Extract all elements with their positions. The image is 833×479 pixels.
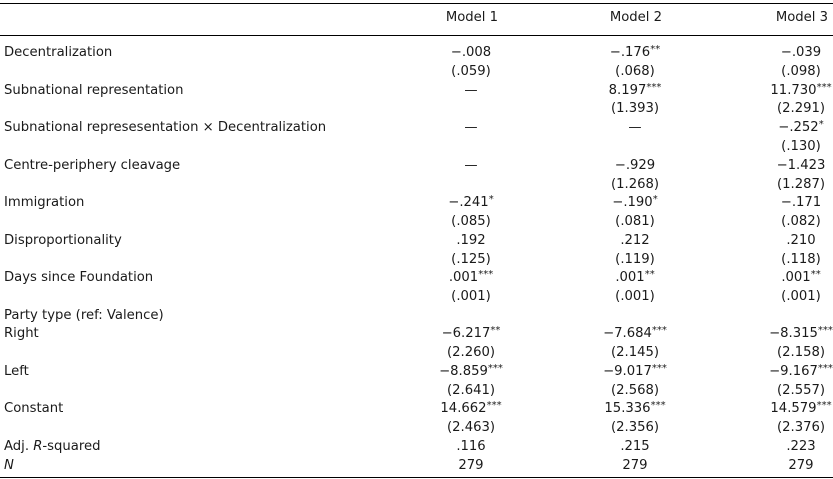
stat-m3: 279 bbox=[788, 458, 814, 473]
row-n bbox=[0, 457, 833, 476]
row-immigration bbox=[0, 194, 833, 213]
row-label: Decentralization bbox=[4, 45, 113, 60]
coef-m3: −.039 bbox=[780, 45, 822, 60]
coef-m1: −8.859*** bbox=[439, 363, 503, 379]
row-label: Subnational represesentation × Decentralization bbox=[4, 120, 327, 135]
coef-m2: −.190* bbox=[612, 194, 658, 210]
se-m2: (.081) bbox=[615, 214, 655, 229]
coef-m3: −8.315*** bbox=[769, 325, 833, 341]
header-model-1: Model 1 bbox=[445, 10, 498, 25]
row-interaction-se bbox=[0, 138, 833, 157]
row-immigration-se bbox=[0, 213, 833, 232]
row-label: Constant bbox=[4, 401, 64, 416]
row-label: Centre-periphery cleavage bbox=[4, 158, 181, 173]
se-m3: (.098) bbox=[781, 64, 821, 79]
stat-m3: .223 bbox=[786, 439, 816, 454]
coef-m2: — bbox=[628, 120, 642, 135]
row-label: Adj. R-squared bbox=[4, 439, 101, 454]
se-m1: (.001) bbox=[451, 289, 491, 304]
row-left bbox=[0, 363, 833, 382]
se-m2: (1.268) bbox=[610, 177, 660, 192]
se-m2: (2.568) bbox=[610, 383, 660, 398]
coef-m2: .212 bbox=[620, 233, 650, 248]
row-decentralization bbox=[0, 44, 833, 63]
se-m2: (1.393) bbox=[610, 101, 660, 116]
row-label: Left bbox=[4, 364, 29, 379]
coef-m1: — bbox=[464, 120, 478, 135]
coef-m3: .001** bbox=[781, 269, 821, 285]
coef-m1: 14.662*** bbox=[440, 400, 502, 416]
coef-m1: — bbox=[464, 83, 478, 98]
coef-m2: −.929 bbox=[614, 158, 656, 173]
coef-m2: −9.017*** bbox=[603, 363, 667, 379]
se-m3: (2.158) bbox=[776, 345, 826, 360]
row-centre-periphery bbox=[0, 157, 833, 176]
se-m3: (1.287) bbox=[776, 177, 826, 192]
header-rule bbox=[0, 35, 833, 36]
coef-m2: 15.336*** bbox=[604, 400, 666, 416]
se-m1: (2.463) bbox=[446, 420, 496, 435]
coef-m3: 14.579*** bbox=[770, 400, 832, 416]
se-m1: (.059) bbox=[451, 64, 491, 79]
row-right-se bbox=[0, 344, 833, 363]
se-m3: (2.376) bbox=[776, 420, 826, 435]
header-model-2: Model 2 bbox=[609, 10, 662, 25]
se-m2: (2.145) bbox=[610, 345, 660, 360]
se-m1: (2.260) bbox=[446, 345, 496, 360]
row-label: Party type (ref: Valence) bbox=[4, 308, 164, 323]
stat-m2: .215 bbox=[620, 439, 650, 454]
se-m2: (2.356) bbox=[610, 420, 660, 435]
coef-m1: −.008 bbox=[450, 45, 492, 60]
coef-m3: −9.167*** bbox=[769, 363, 833, 379]
row-label: Subnational representation bbox=[4, 83, 184, 98]
se-m3: (.130) bbox=[781, 139, 821, 154]
se-m1: (.125) bbox=[451, 252, 491, 267]
row-centre-periphery-se bbox=[0, 176, 833, 195]
coef-m3: −.171 bbox=[780, 195, 822, 210]
header-row bbox=[0, 9, 833, 28]
row-label: Right bbox=[4, 326, 39, 341]
coef-m2: 8.197*** bbox=[608, 82, 662, 98]
coef-m3: .210 bbox=[786, 233, 816, 248]
row-label: Immigration bbox=[4, 195, 85, 210]
se-m2: (.119) bbox=[615, 252, 655, 267]
coef-m1: −6.217** bbox=[441, 325, 501, 341]
se-m2: (.068) bbox=[615, 64, 655, 79]
row-days-since-foundation-se bbox=[0, 288, 833, 307]
header-model-3: Model 3 bbox=[775, 10, 828, 25]
coef-m2: .001** bbox=[615, 269, 655, 285]
row-decentralization-se bbox=[0, 63, 833, 82]
row-days-since-foundation bbox=[0, 269, 833, 288]
row-party-type-heading bbox=[0, 307, 833, 326]
row-disproportionality bbox=[0, 232, 833, 251]
coef-m1: .192 bbox=[456, 233, 486, 248]
row-right bbox=[0, 325, 833, 344]
se-m1: (2.641) bbox=[446, 383, 496, 398]
se-m3: (2.291) bbox=[776, 101, 826, 116]
row-constant bbox=[0, 400, 833, 419]
coef-m1: −.241* bbox=[448, 194, 494, 210]
row-interaction bbox=[0, 119, 833, 138]
row-subnational-representation-se bbox=[0, 100, 833, 119]
row-constant-se bbox=[0, 419, 833, 438]
stat-m2: 279 bbox=[622, 458, 648, 473]
se-m1: (.085) bbox=[451, 214, 491, 229]
row-subnational-representation bbox=[0, 82, 833, 101]
coef-m2: −.176** bbox=[609, 44, 661, 60]
coef-m3: −.252* bbox=[778, 119, 824, 135]
coef-m1: — bbox=[464, 158, 478, 173]
stat-m1: 279 bbox=[458, 458, 484, 473]
se-m3: (.001) bbox=[781, 289, 821, 304]
coef-m3: −1.423 bbox=[776, 158, 826, 173]
stat-m1: .116 bbox=[456, 439, 486, 454]
se-m3: (2.557) bbox=[776, 383, 826, 398]
coef-m3: 11.730*** bbox=[770, 82, 832, 98]
bottom-rule bbox=[0, 477, 833, 478]
row-label: Disproportionality bbox=[4, 233, 122, 248]
coef-m2: −7.684*** bbox=[603, 325, 667, 341]
row-adj-r-squared bbox=[0, 438, 833, 457]
top-rule bbox=[0, 3, 833, 4]
row-label: N bbox=[4, 458, 14, 473]
se-m3: (.082) bbox=[781, 214, 821, 229]
se-m3: (.118) bbox=[781, 252, 821, 267]
row-label: Days since Foundation bbox=[4, 270, 154, 285]
row-disproportionality-se bbox=[0, 251, 833, 270]
coef-m1: .001*** bbox=[448, 269, 494, 285]
se-m2: (.001) bbox=[615, 289, 655, 304]
row-left-se bbox=[0, 382, 833, 401]
